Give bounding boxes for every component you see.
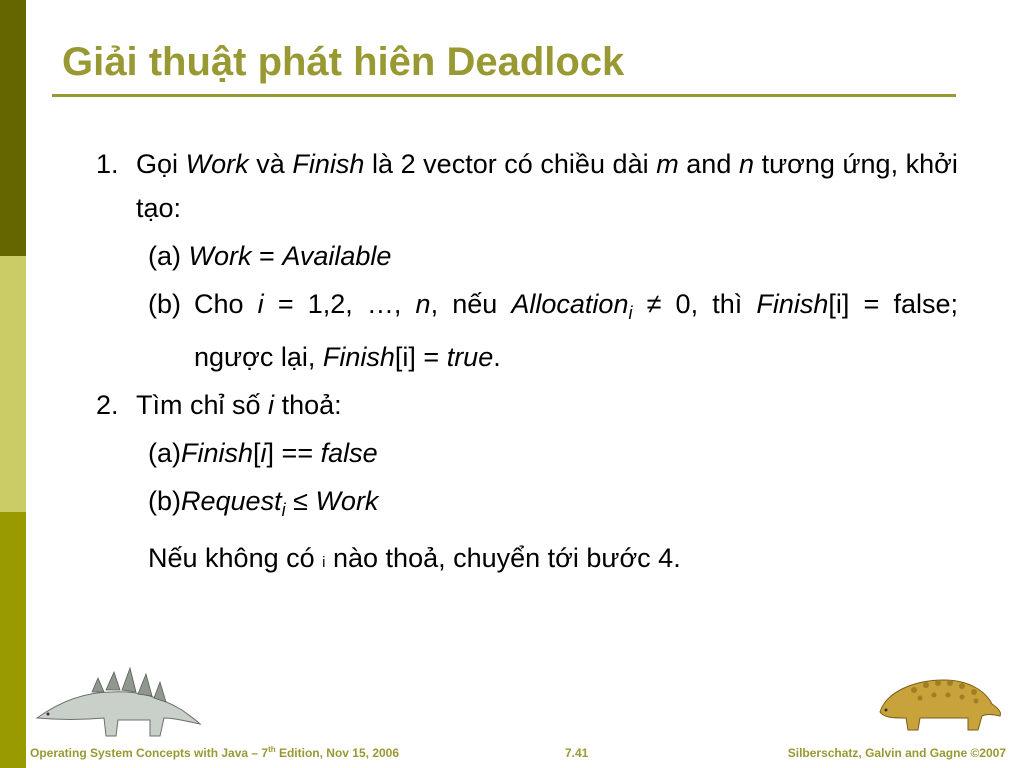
stegosaurus-illustration: [32, 640, 202, 740]
step-1: [96, 142, 958, 230]
step-2: [96, 383, 958, 427]
title-underline: [52, 94, 956, 97]
slide-body: [96, 142, 958, 585]
step-1b-text: Cho i = 1,2, …, n, nếu Allocation$_i$ ≠ 0, thì Finish[i] = false; ngược lại, Finish[i] = true.: [194, 289, 958, 372]
step-1a: (a) Work = Available: [148, 241, 392, 271]
sidebar-stripe-medium: [0, 512, 26, 768]
step-1b-label: (b): [148, 289, 181, 319]
sidebar-stripe-light: [0, 256, 26, 512]
step-2-text: Tìm chỉ số i thoả:: [136, 390, 342, 420]
step-1-number: 1.: [96, 149, 119, 179]
step-1b: [96, 282, 958, 379]
footer-authors: Silberschatz, Galvin and Gagne ©2007: [787, 746, 1006, 760]
step-2-number: 2.: [96, 390, 119, 420]
sidebar-stripe-dark: [0, 0, 26, 256]
ankylosaurus-illustration: [874, 668, 1004, 738]
step-2-note: Nếu không có i nào thoả, chuyển tới bước 4.: [148, 543, 681, 573]
footer-book-title: Operating System Concepts with Java – 7th Edition, Nov 15, 2006: [30, 745, 400, 760]
footer-page-number: 7.41: [565, 746, 589, 760]
step-2a: (a)Finish[i] == false: [148, 438, 378, 468]
slide-title: Giải thuật phát hiên Deadlock: [62, 40, 625, 84]
step-2b: (b)Request$_i$ ≤ Work: [148, 486, 379, 520]
step-1-text: Gọi Work và Finish là 2 vector có chiều dài m and n tương ứng, khởi tạo:: [136, 149, 958, 223]
